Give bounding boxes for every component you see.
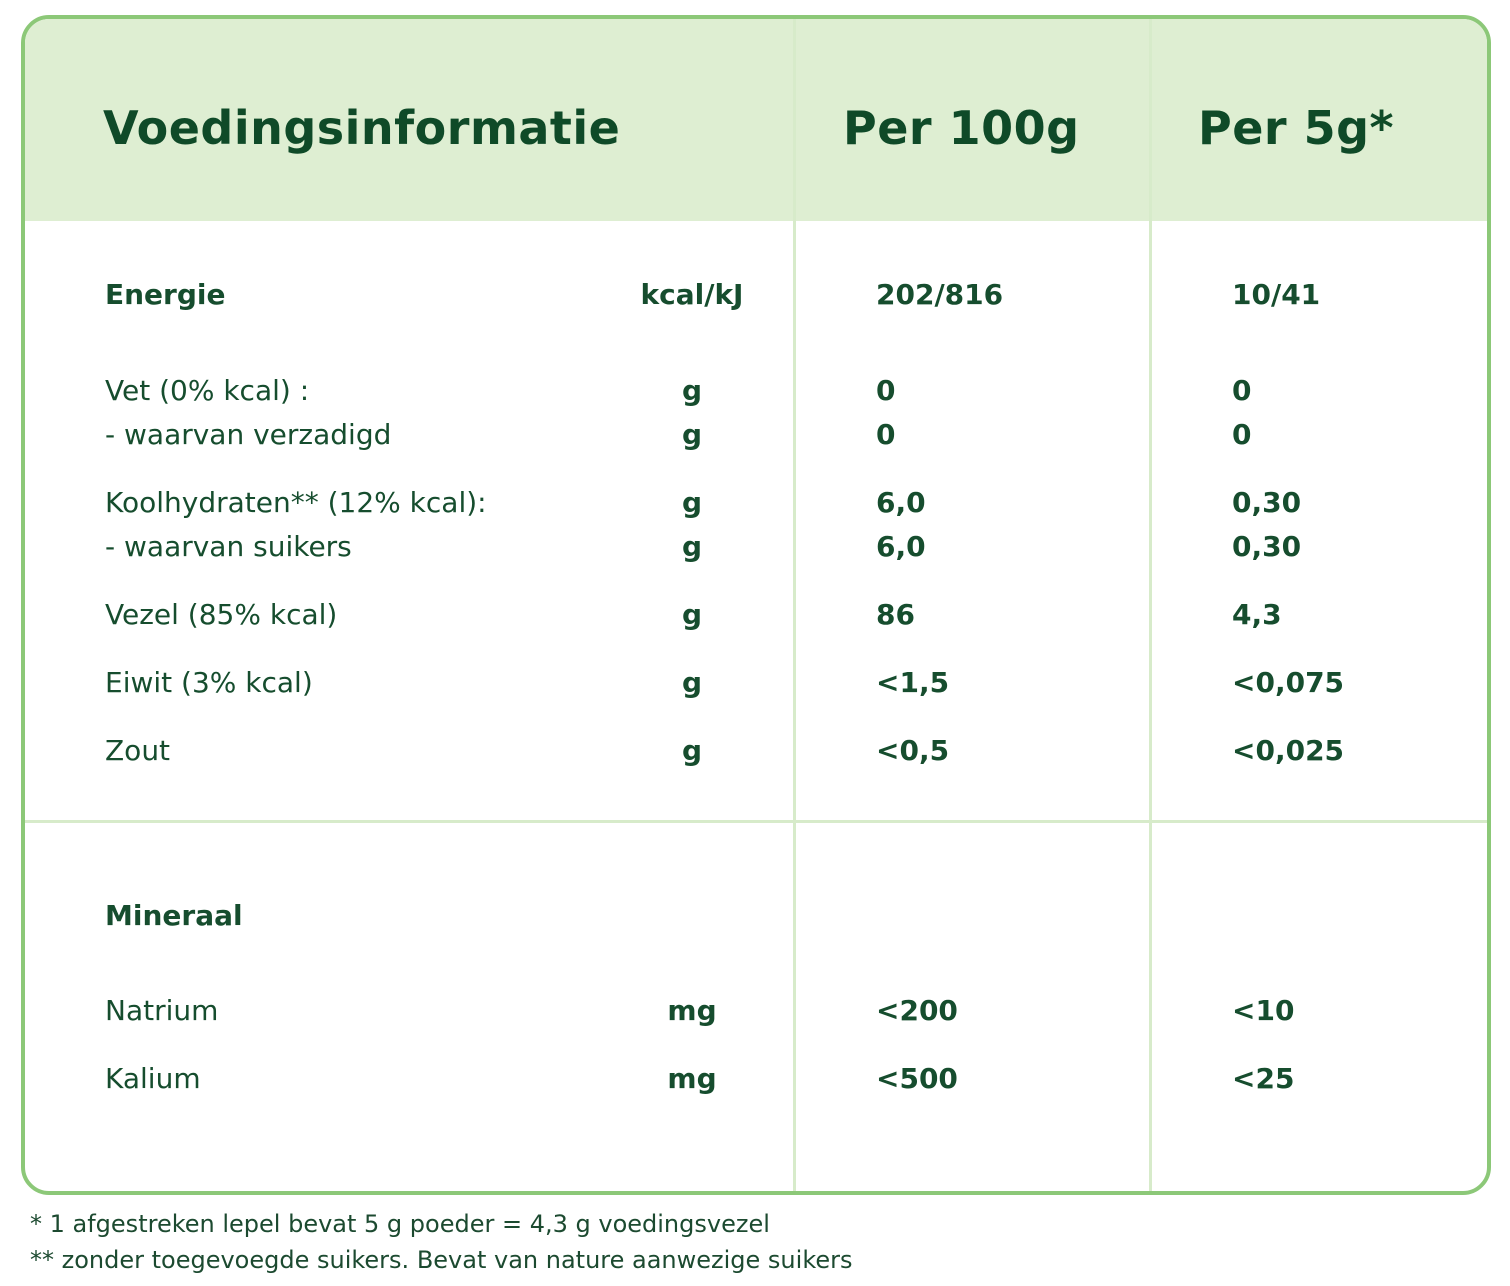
table-row — [25, 278, 1487, 318]
value-per-5g: <0,075 — [1232, 666, 1345, 699]
table-row — [25, 486, 1487, 526]
value-per-5g: 0,30 — [1232, 530, 1302, 563]
table-title: Voedingsinformatie — [103, 101, 621, 155]
value-per-5g: 0,30 — [1232, 486, 1302, 519]
column-header-per-5g: Per 5g* — [1198, 101, 1395, 155]
row-label: Energie — [105, 278, 226, 311]
row-unit: kcal/kJ — [640, 278, 744, 311]
value-per-100g: 6,0 — [876, 530, 926, 563]
nutrition-table — [21, 15, 1491, 1195]
value-per-100g: <500 — [876, 1062, 958, 1095]
row-label: - waarvan suikers — [105, 530, 352, 563]
value-per-5g: <25 — [1232, 1062, 1295, 1095]
row-label: Koolhydraten** (12% kcal): — [105, 486, 487, 519]
table-row — [25, 734, 1487, 774]
table-row — [25, 994, 1487, 1034]
value-per-100g: 6,0 — [876, 486, 926, 519]
row-label: Eiwit (3% kcal) — [105, 666, 313, 699]
value-per-5g: 0 — [1232, 374, 1252, 407]
row-unit: g — [681, 734, 703, 767]
value-per-5g: 10/41 — [1232, 278, 1321, 311]
value-per-100g: <0,5 — [876, 734, 950, 767]
footnote: * 1 afgestreken lepel bevat 5 g poeder = 4,3 g voedingsvezel — [30, 1210, 770, 1238]
row-label: Zout — [105, 734, 171, 767]
row-unit: g — [681, 374, 703, 407]
row-label: Natrium — [105, 994, 219, 1027]
table-row — [25, 530, 1487, 570]
table-row — [25, 418, 1487, 458]
table-row — [25, 666, 1487, 706]
row-label: Vezel (85% kcal) — [105, 598, 338, 631]
row-unit: g — [681, 530, 703, 563]
section-divider — [25, 820, 1487, 823]
row-label: Vet (0% kcal) : — [105, 374, 310, 407]
value-per-5g: 0 — [1232, 418, 1252, 451]
value-per-100g: 0 — [876, 418, 896, 451]
row-unit: mg — [667, 994, 717, 1027]
row-unit: g — [681, 598, 703, 631]
table-row — [25, 1062, 1487, 1102]
row-unit: g — [681, 666, 703, 699]
row-label: - waarvan verzadigd — [105, 418, 392, 451]
minerals-heading: Mineraal — [105, 899, 243, 932]
value-per-100g: 86 — [876, 598, 915, 631]
table-row — [25, 598, 1487, 638]
footnotes — [30, 1206, 853, 1278]
row-unit: mg — [667, 1062, 717, 1095]
value-per-5g: <0,025 — [1232, 734, 1345, 767]
value-per-100g: <200 — [876, 994, 958, 1027]
value-per-5g: 4,3 — [1232, 598, 1282, 631]
value-per-100g: <1,5 — [876, 666, 950, 699]
value-per-100g: 0 — [876, 374, 896, 407]
table-row — [25, 374, 1487, 414]
column-header-per-100g: Per 100g — [843, 101, 1080, 155]
value-per-5g: <10 — [1232, 994, 1295, 1027]
row-unit: g — [681, 486, 703, 519]
row-unit: g — [681, 418, 703, 451]
section-heading-row — [25, 899, 1487, 939]
row-label: Kalium — [105, 1062, 201, 1095]
value-per-100g: 202/816 — [876, 278, 1004, 311]
footnote: ** zonder toegevoegde suikers. Bevat van nature aanwezige suikers — [30, 1246, 853, 1274]
